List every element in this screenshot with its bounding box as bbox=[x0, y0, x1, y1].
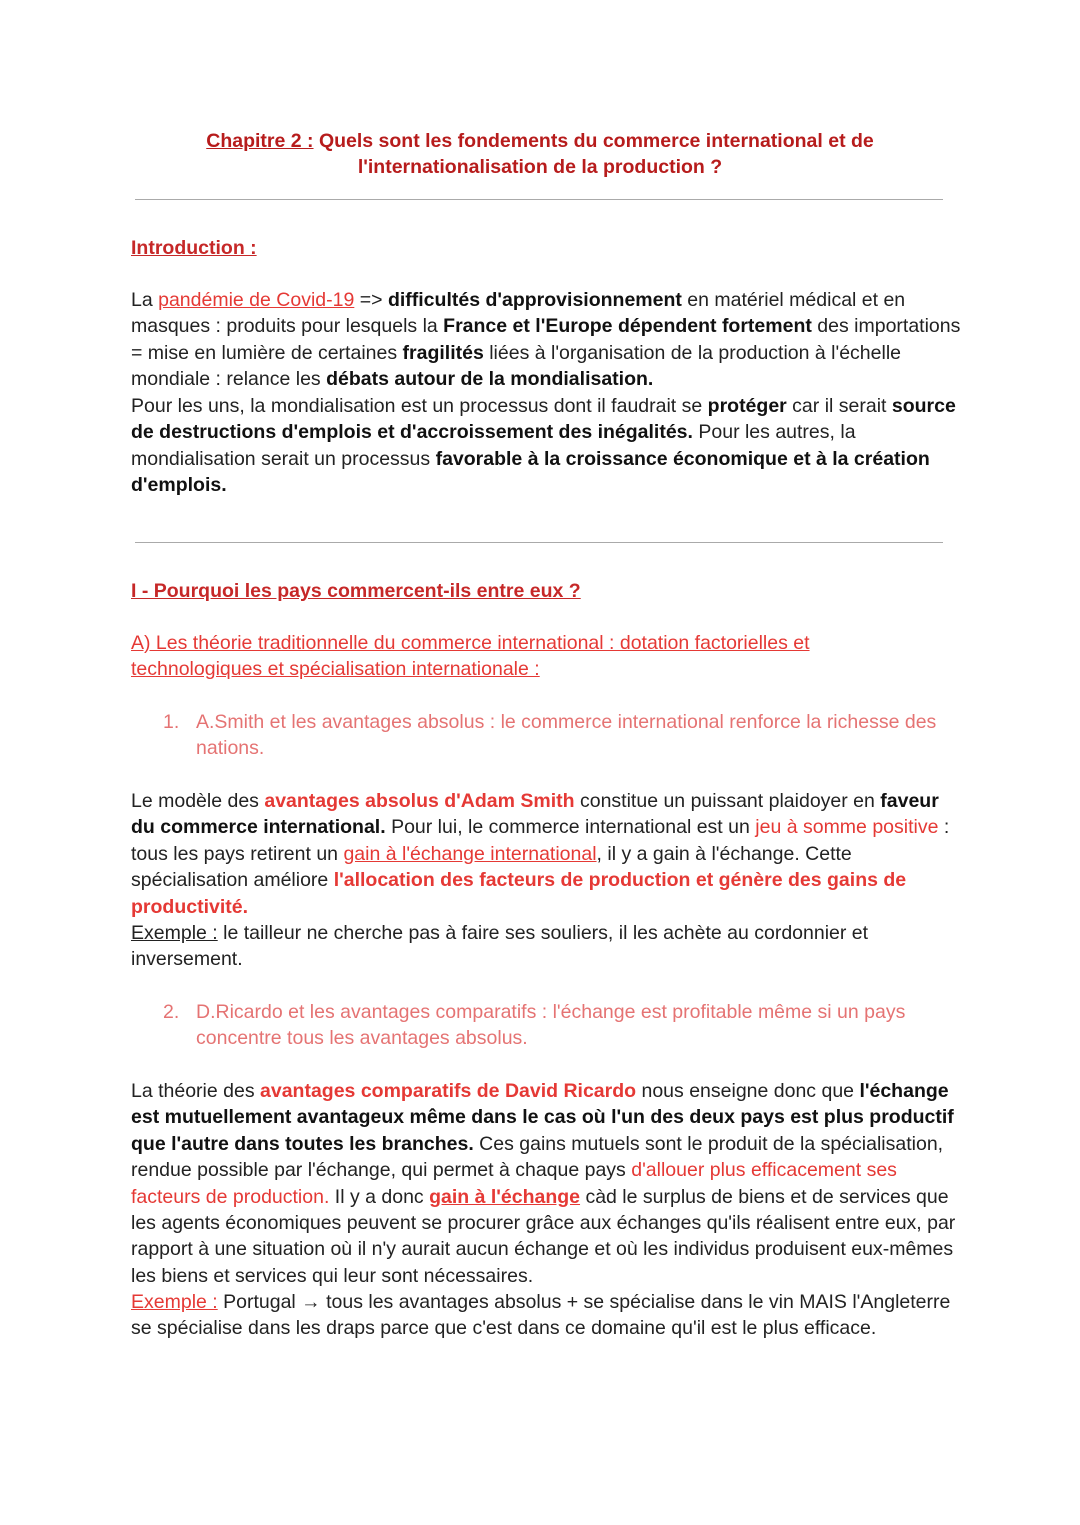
divider bbox=[135, 199, 943, 200]
intro-paragraph-2: Pour les uns, la mondialisation est un processus dont il faudrait se protéger car il serait source de destructions d'emplois et d'accroissement des inégalités. Pour les autres, la mondialisation serait un processus favorable à la croissance économique et à la création d'emplois. bbox=[131, 395, 956, 497]
list-text: A.Smith et les avantages absolus : le commerce international renforce la richesse des nations. bbox=[196, 711, 937, 760]
example-label: Exemple : bbox=[131, 922, 218, 944]
divider bbox=[135, 542, 943, 543]
covid-link: pandémie de Covid-19 bbox=[158, 289, 355, 311]
list-text: D.Ricardo et les avantages comparatifs : l'échange est profitable même si un pays concentre tous les avantages absolus. bbox=[196, 1001, 906, 1050]
list-number: 1. bbox=[163, 711, 180, 733]
example-label: Exemple : bbox=[131, 1291, 218, 1313]
chapter-title-line1: Quels sont les fondements du commerce international et de bbox=[313, 130, 874, 152]
example-1: Exemple : le tailleur ne cherche pas à faire ses souliers, il les achète au cordonnier et inversement. bbox=[131, 922, 869, 971]
example-2: Exemple : Portugal → tous les avantages absolus + se spécialise dans le vin MAIS l'Angleterre se spécialise dans les draps parce que c'est dans ce domaine qu'il est le plus efficace. bbox=[131, 1291, 951, 1340]
smith-paragraph: Le modèle des avantages absolus d'Adam Smith constitue un puissant plaidoyer en faveur du commerce international. Pour lui, le commerce international est un jeu à somme positive : tous les pays retirent un gain à l'échange international, il y a gain à l'échange. Cette spécialisation améliore l'allocation des facteurs de production et génère des gains de productivité. bbox=[131, 790, 950, 918]
chapter-label: Chapitre 2 : bbox=[206, 130, 314, 152]
intro-heading: Introduction : bbox=[131, 237, 257, 259]
gain-echange-term: gain à l'échange bbox=[429, 1185, 581, 1208]
ricardo-paragraph: La théorie des avantages comparatifs de David Ricardo nous enseigne donc que l'échange est mutuellement avantageux même dans le cas où l'un des deux pays est plus productif que l'autre dans toutes les branches. Ces gains mutuels sont le produit de la spécialisation, rendue possible par l'échange, qui permet à chaque pays d'allouer plus efficacement ses facteurs de production. Il y a donc gain à l'échange càd le surplus de biens et de services que les agents économiques peuvent se procurer grâce aux échanges qu'ils réalisent entre eux, par rapport à une situation où il n'y aurait aucun échange et où les individus produisent eux-mêmes les biens et services qui leur sont nécessaires. bbox=[131, 1080, 956, 1287]
subsection-a-heading: A) Les théorie traditionnelle du commerce international : dotation factorielles et technologiques et spécialisation internationale : bbox=[131, 632, 810, 681]
section-1-heading: I - Pourquoi les pays commercent-ils entre eux ? bbox=[131, 580, 581, 602]
chapter-title bbox=[120, 128, 960, 180]
gain-echange-link: gain à l'échange international bbox=[343, 842, 597, 865]
intro-paragraph-1: La pandémie de Covid-19 => difficultés d'approvisionnement en matériel médical et en masques : produits pour lesquels la France et l'Europe dépendent fortement des importations = mise en lumière de certaines fragilités liées à l'organisation de la production à l'échelle mondiale : relance les débats autour de la mondialisation. bbox=[131, 289, 961, 391]
chapter-title-line2: l'internationalisation de la production ? bbox=[357, 156, 723, 178]
list-number: 2. bbox=[163, 1001, 180, 1023]
